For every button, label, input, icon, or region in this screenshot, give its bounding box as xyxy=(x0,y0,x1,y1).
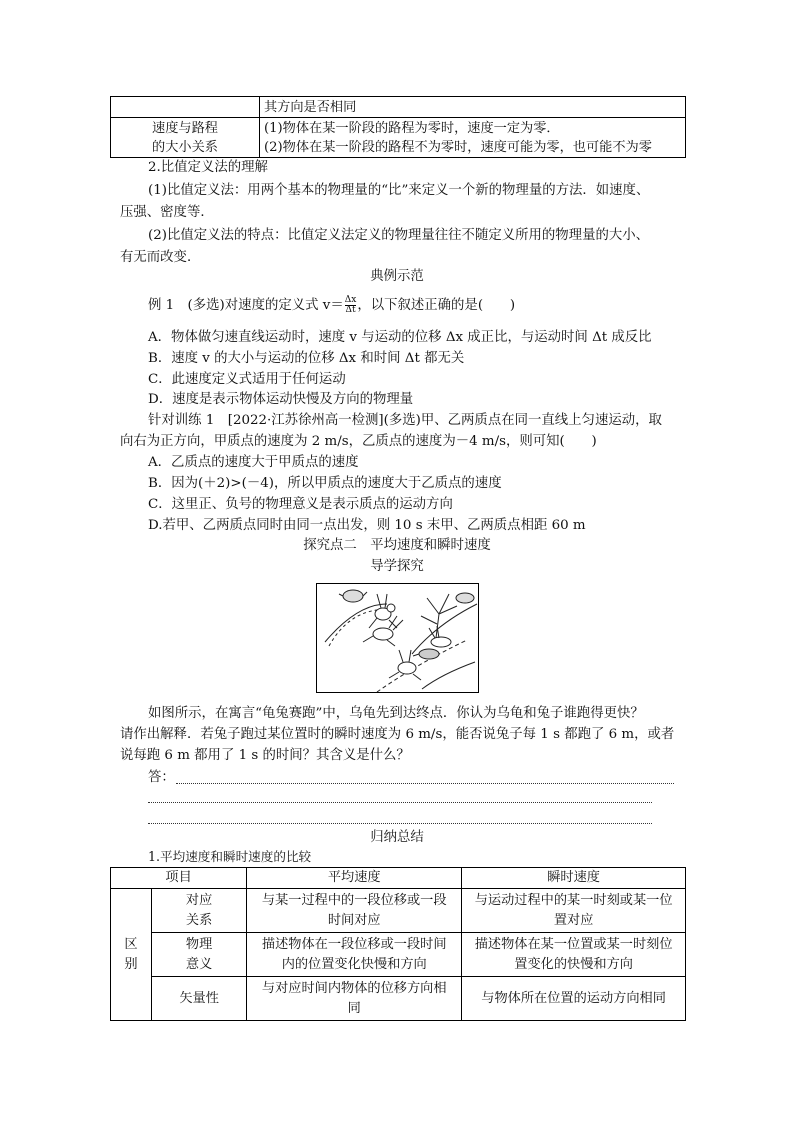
avg-cell xyxy=(247,977,462,1021)
paragraph-line: (2)比值定义法的特点：比值定义法定义的物理量往往不随定义所用的物理量的大小、 xyxy=(148,228,650,243)
question-line: 说每跑 6 m 都用了 1 s 的时间？其含义是什么？ xyxy=(120,748,410,763)
header-inst: 瞬时速度 xyxy=(462,868,686,889)
option-d: D.若甲、乙两质点同时由同一点出发，则 10 s 末甲、乙两质点相距 60 m xyxy=(148,518,586,533)
guide-title: 导学探究 xyxy=(370,559,424,574)
tortoise-hare-illustration xyxy=(316,583,479,693)
table-cell xyxy=(260,118,686,158)
avg-cell xyxy=(247,933,462,977)
row-label-line: 物理 xyxy=(185,936,213,952)
row-label: 矢量性 xyxy=(152,977,247,1021)
cell-line: 与某一过程中的一段位移或一段 xyxy=(261,892,447,908)
answer-line[interactable] xyxy=(148,823,652,824)
cell-line: 时间对应 xyxy=(327,912,381,928)
cell-line: 描述物体在一段位移或一段时间 xyxy=(261,936,447,952)
option-b: B．速度 v 的大小与运动的位移 Δx 和时间 Δt 都无关 xyxy=(148,351,465,366)
table-row-label xyxy=(111,118,260,158)
paragraph-line: 有无而改变． xyxy=(120,250,201,265)
table-cell-item: (1)物体在某一阶段的路程为零时，速度一定为零． xyxy=(264,120,560,136)
table-row xyxy=(111,933,686,977)
cell-line: 置变化的快慢和方向 xyxy=(514,956,633,972)
row-label-line: 意义 xyxy=(185,956,213,972)
cell-line: 与对应时间内物体的位移方向相 xyxy=(261,980,447,996)
answer-line[interactable] xyxy=(148,802,652,803)
row-label-line: 关系 xyxy=(185,912,213,928)
avg-cell xyxy=(247,889,462,933)
point-title: 探究点二 平均速度和瞬时速度 xyxy=(303,538,491,553)
paragraph-line: 压强、密度等． xyxy=(120,205,214,220)
row-label-line: 对应 xyxy=(185,892,213,908)
cell-line: 置对应 xyxy=(553,912,594,928)
header-item: 项目 xyxy=(111,868,247,889)
table-cell-empty xyxy=(111,97,260,118)
question-text: ，以下叙述正确的是( ) xyxy=(357,298,516,313)
summary-title: 归纳总结 xyxy=(370,830,424,845)
practice-question: 向右为正方向，甲质点的速度为 2 m/s，乙质点的速度为－4 m/s，则可知( ) xyxy=(120,434,597,449)
cell-line: 与运动过程中的某一时刻或某一位 xyxy=(474,892,673,908)
inst-cell xyxy=(462,933,686,977)
comparison-table xyxy=(110,867,686,1021)
section-heading: 2.比值定义法的理解 xyxy=(148,160,268,175)
option-c: C．此速度定义式适用于任何运动 xyxy=(148,372,346,387)
fraction-denominator: Δt xyxy=(345,305,356,315)
table-cell: 其方向是否相同 xyxy=(260,97,686,118)
group-label xyxy=(111,889,152,1021)
option-a: A．乙质点的速度大于甲质点的速度 xyxy=(148,455,359,470)
example-title: 典例示范 xyxy=(370,269,424,284)
fraction xyxy=(345,296,357,315)
row-label xyxy=(152,889,247,933)
table-row xyxy=(111,889,686,933)
group-label-line: 别 xyxy=(124,956,138,972)
speed-path-table xyxy=(110,96,686,158)
option-b: B．因为(＋2)>(－4)，所以甲质点的速度大于乙质点的速度 xyxy=(148,476,502,491)
cartoon-drawing xyxy=(317,584,478,692)
example-question xyxy=(148,296,515,316)
option-a: A．物体做匀速直线运动时，速度 v 与运动的位移 Δx 成正比，与运动时间 Δt 成反比 xyxy=(148,330,652,345)
label-line: 速度与路程 xyxy=(152,120,218,136)
practice-question: 针对训练 1 [2022·江苏徐州高一检测](多选)甲、乙两质点在同一直线上匀速运动，取 xyxy=(148,413,662,428)
question-text: 例 1 (多选)对速度的定义式 v＝ xyxy=(148,298,344,313)
option-c: C．这里正、负号的物理意义是表示质点的运动方向 xyxy=(148,497,453,512)
header-avg: 平均速度 xyxy=(247,868,462,889)
row-label xyxy=(152,933,247,977)
option-d: D．速度是表示物体运动快慢及方向的物理量 xyxy=(148,392,414,407)
label-line: 的大小关系 xyxy=(152,139,218,155)
fraction-numerator: Δx xyxy=(344,295,357,305)
question-line: 如图所示，在寓言“龟兔赛跑”中，乌龟先到达终点．你认为乌龟和兔子谁跑得更快？ xyxy=(148,706,644,721)
answer-line[interactable] xyxy=(176,783,674,784)
inst-cell xyxy=(462,889,686,933)
summary-heading: 1.平均速度和瞬时速度的比较 xyxy=(148,849,312,864)
table-header-row xyxy=(111,868,686,889)
group-label-line: 区 xyxy=(124,936,138,952)
cell-line: 同 xyxy=(347,1000,361,1016)
answer-label: 答： xyxy=(148,770,175,785)
paragraph-line: (1)比值定义法：用两个基本的物理量的“比”来定义一个新的物理量的方法．如速度、 xyxy=(148,183,650,198)
cell-line: 内的位置变化快慢和方向 xyxy=(281,956,427,972)
question-line: 请作出解释．若兔子跑过某位置时的瞬时速度为 6 m/s，能否说兔子每 1 s 都跑了 6 m，或者 xyxy=(120,727,675,742)
table-cell-item: (2)物体在某一阶段的路程不为零时，速度可能为零，也可能不为零 xyxy=(264,139,652,155)
table-row xyxy=(111,977,686,1021)
cell-line: 描述物体在某一位置或某一时刻位 xyxy=(474,936,673,952)
inst-cell: 与物体所在位置的运动方向相同 xyxy=(462,977,686,1021)
